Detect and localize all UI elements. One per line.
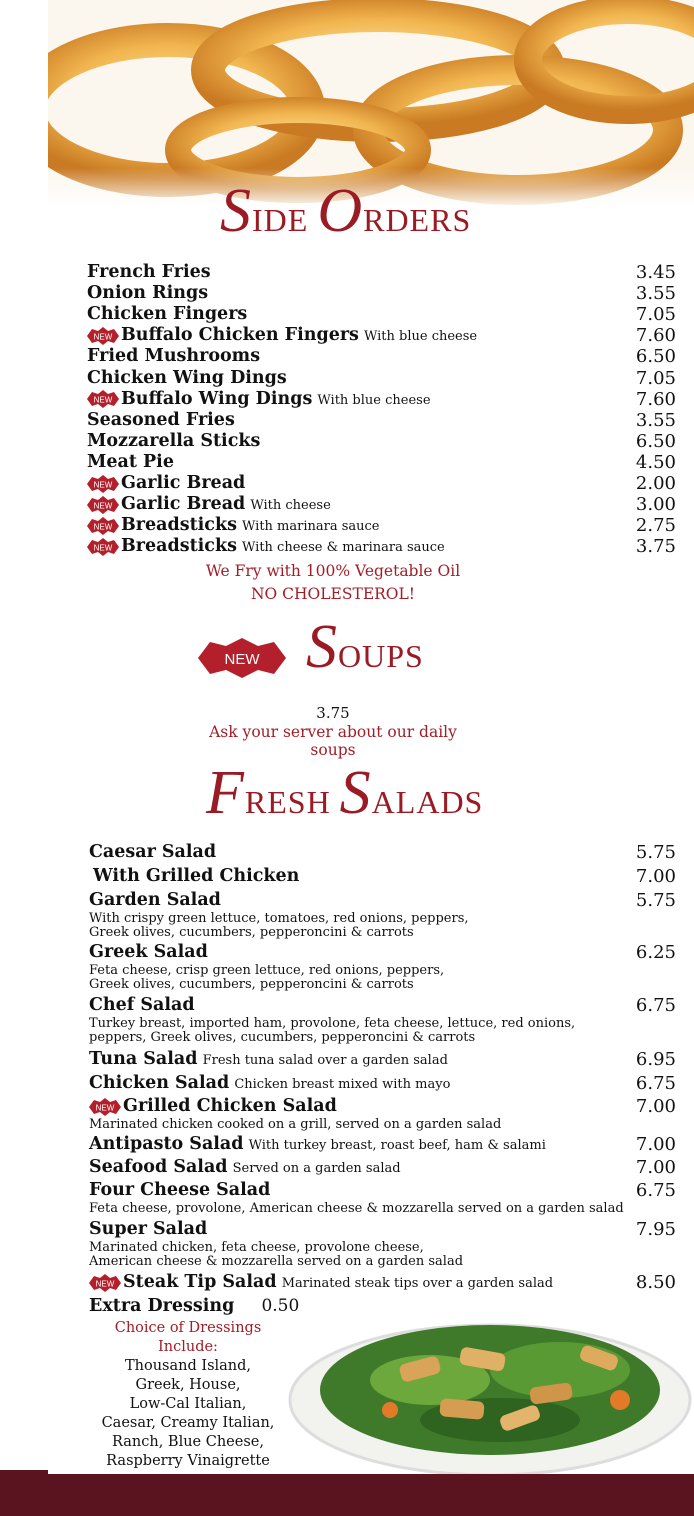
salad-ingredients: American cheese & mozzarella served on a garden salad [89, 1254, 464, 1269]
side-order-name: Seasoned Fries [87, 409, 235, 430]
salad-price: 5.75 [635, 890, 676, 911]
side-order-price: 3.75 [635, 536, 676, 558]
salad-name: Greek Salad [89, 942, 208, 962]
side-order-item [87, 431, 260, 451]
side-order-item [87, 262, 211, 282]
salad-name: Garden Salad [89, 890, 221, 910]
new-badge-icon [89, 1098, 121, 1116]
svg-text:NEW: NEW [93, 480, 113, 489]
salad-price: 8.50 [635, 1272, 676, 1293]
side-order-price: 7.60 [635, 325, 676, 347]
salad-item [89, 1180, 270, 1200]
salad-ingredients: With crispy green lettuce, tomatoes, red onions, peppers, [89, 911, 469, 926]
side-order-name: Chicken Wing Dings [87, 367, 287, 388]
menu-page [48, 0, 694, 1474]
salad-desc: Chicken breast mixed with mayo [234, 1077, 451, 1092]
dressing-option: Ranch, Blue Cheese, [112, 1434, 264, 1450]
dressings-heading-line1: Choice of Dressings [114, 1320, 262, 1336]
side-order-name: Meat Pie [87, 451, 174, 472]
salad-price: 6.95 [635, 1049, 676, 1070]
salad-ingredients: Greek olives, cucumbers, pepperoncini & carrots [89, 977, 414, 992]
side-order-name: Onion Rings [87, 283, 209, 304]
dressings-heading-line2: Include: [158, 1339, 218, 1355]
svg-text:NEW: NEW [93, 395, 113, 405]
soups-title: SOUPS [306, 613, 424, 681]
salad-price: 7.00 [635, 1157, 676, 1178]
side-order-item [87, 452, 174, 472]
salad-item [89, 890, 221, 910]
side-order-price: 4.50 [635, 451, 676, 473]
side-order-name: Garlic Bread [121, 473, 246, 493]
svg-text:NEW: NEW [95, 1279, 115, 1288]
salad-item [93, 866, 299, 886]
salad-photo [280, 1290, 694, 1474]
side-order-name: Breadsticks [121, 515, 237, 536]
dressings-heading [88, 1319, 288, 1357]
salad-item [89, 1049, 448, 1069]
side-orders-title: SIDE ORDERS [220, 177, 472, 245]
soups-price: 3.75 [316, 704, 350, 722]
salad-item [89, 1096, 337, 1116]
side-order-desc: With cheese & marinara sauce [242, 540, 445, 556]
salad-desc: Marinated steak tips over a garden salad [281, 1276, 554, 1291]
side-order-price: 7.05 [635, 304, 676, 326]
svg-text:NEW: NEW [93, 501, 113, 511]
side-order-name: French Fries [87, 262, 211, 282]
side-order-price: 3.55 [635, 283, 676, 305]
side-order-item [87, 389, 431, 409]
salad-name: Seafood Salad [89, 1157, 228, 1177]
salad-price: 6.25 [635, 942, 676, 963]
new-badge-icon [87, 327, 119, 345]
side-order-name: Breadsticks [121, 536, 237, 557]
side-order-item [87, 368, 287, 388]
salad-name: Tuna Salad [89, 1049, 198, 1069]
fresh-salads-title: FRESH SALADS [206, 759, 484, 827]
side-order-desc: With blue cheese [364, 329, 478, 345]
vegetable-oil-note: We Fry with 100% Vegetable Oil [205, 562, 461, 580]
side-order-item [87, 346, 260, 366]
side-order-name: Buffalo Wing Dings [121, 388, 313, 409]
salad-price: 7.00 [635, 1096, 676, 1117]
salad-price: 5.75 [635, 842, 676, 863]
side-order-price: 3.00 [635, 494, 676, 516]
salad-ingredients: Feta cheese, crisp green lettuce, red onions, peppers, [89, 963, 445, 978]
salad-ingredients: peppers, Greek olives, cucumbers, pepperoncini & carrots [89, 1030, 476, 1045]
dressing-option: Raspberry Vinaigrette [106, 1453, 270, 1469]
salad-price: 6.75 [635, 1180, 676, 1201]
salad-ingredients: Feta cheese, provolone, American cheese & mozzarella served on a garden salad [89, 1201, 624, 1216]
salad-item [89, 1272, 553, 1292]
bottom-band [0, 1470, 694, 1516]
side-order-name: Fried Mushrooms [87, 346, 261, 367]
dressing-option: Greek, House, [135, 1377, 241, 1393]
salad-ingredients: Greek olives, cucumbers, pepperoncini & carrots [89, 925, 414, 940]
salad-price: 6.75 [635, 995, 676, 1016]
salad-ingredients: Turkey breast, imported ham, provolone, feta cheese, lettuce, red onions, [89, 1016, 576, 1031]
salad-item [89, 842, 216, 862]
new-badge-icon [87, 390, 119, 408]
salad-name: Caesar Salad [89, 842, 217, 862]
dressing-option: Low-Cal Italian, [129, 1396, 247, 1412]
salad-ingredients: Marinated chicken cooked on a grill, served on a garden salad [89, 1117, 502, 1132]
dressing-option: Caesar, Creamy Italian, [101, 1415, 275, 1431]
salad-item [89, 1219, 207, 1239]
side-order-desc: With cheese [250, 498, 331, 514]
side-order-name: Mozzarella Sticks [87, 430, 261, 451]
salad-name: With Grilled Chicken [93, 866, 300, 886]
side-order-desc: With marinara sauce [242, 519, 380, 535]
side-order-price: 6.50 [635, 430, 676, 452]
salad-desc: With turkey breast, roast beef, ham & salami [248, 1138, 546, 1153]
side-order-price: 7.60 [635, 388, 676, 410]
extra-dressing: Extra Dressing 0.50 [89, 1296, 300, 1316]
side-order-desc: With blue cheese [317, 392, 431, 408]
side-order-item [87, 515, 380, 535]
side-order-price: 2.75 [635, 515, 676, 537]
salad-name: Antipasto Salad [89, 1134, 244, 1154]
side-order-item [87, 410, 235, 430]
soups-new-badge-text: NEW [224, 651, 260, 668]
side-order-item [87, 536, 445, 556]
side-order-price: 2.00 [635, 473, 676, 494]
svg-text:NEW: NEW [95, 1103, 115, 1112]
side-order-name: Garlic Bread [121, 494, 246, 515]
extra-dressing-price: 0.50 [261, 1296, 300, 1316]
salad-item [89, 942, 208, 962]
new-badge-icon [87, 475, 119, 493]
side-order-price: 3.55 [635, 409, 676, 431]
side-order-name: Chicken Fingers [87, 304, 248, 325]
salad-price: 7.00 [635, 1134, 676, 1155]
dressing-option: Thousand Island, [124, 1358, 252, 1374]
side-order-price: 3.45 [635, 262, 676, 283]
new-badge-icon [87, 538, 119, 556]
new-badge-icon [87, 496, 119, 514]
salad-item [89, 1157, 401, 1177]
left-margin [0, 0, 48, 1516]
new-badge-icon [87, 517, 119, 535]
soups-new-badge [198, 638, 286, 682]
svg-text:NEW: NEW [93, 543, 113, 553]
salad-item [89, 1073, 450, 1093]
salad-desc: Served on a garden salad [232, 1161, 401, 1176]
side-order-item [87, 473, 245, 493]
salad-name: Four Cheese Salad [89, 1180, 271, 1200]
side-order-item [87, 283, 208, 303]
salad-item [89, 995, 195, 1015]
side-order-price: 7.05 [635, 367, 676, 389]
salad-price: 7.00 [635, 866, 676, 887]
salad-name: Grilled Chicken Salad [123, 1096, 337, 1116]
salad-item [89, 1134, 546, 1154]
side-order-item [87, 304, 247, 324]
salad-name: Chicken Salad [89, 1073, 230, 1093]
salad-price: 6.75 [635, 1073, 676, 1094]
salad-price: 7.95 [635, 1219, 676, 1240]
side-order-item [87, 494, 331, 514]
salad-desc: Fresh tuna salad over a garden salad [202, 1053, 448, 1068]
side-order-name: Buffalo Chicken Fingers [121, 325, 359, 346]
side-order-price: 6.50 [635, 346, 676, 368]
soups-note: Ask your server about our daily soups [209, 723, 457, 759]
salad-name: Super Salad [89, 1219, 208, 1239]
salad-name: Steak Tip Salad [123, 1272, 277, 1292]
dressings-list [88, 1357, 288, 1471]
salad-name: Chef Salad [89, 995, 195, 1015]
salad-ingredients: Marinated chicken, feta cheese, provolone cheese, [89, 1240, 424, 1255]
svg-text:NEW: NEW [93, 522, 113, 532]
new-badge-icon [89, 1274, 121, 1292]
no-cholesterol-note: NO CHOLESTEROL! [250, 585, 416, 603]
svg-text:NEW: NEW [93, 332, 113, 342]
side-order-item [87, 325, 477, 345]
